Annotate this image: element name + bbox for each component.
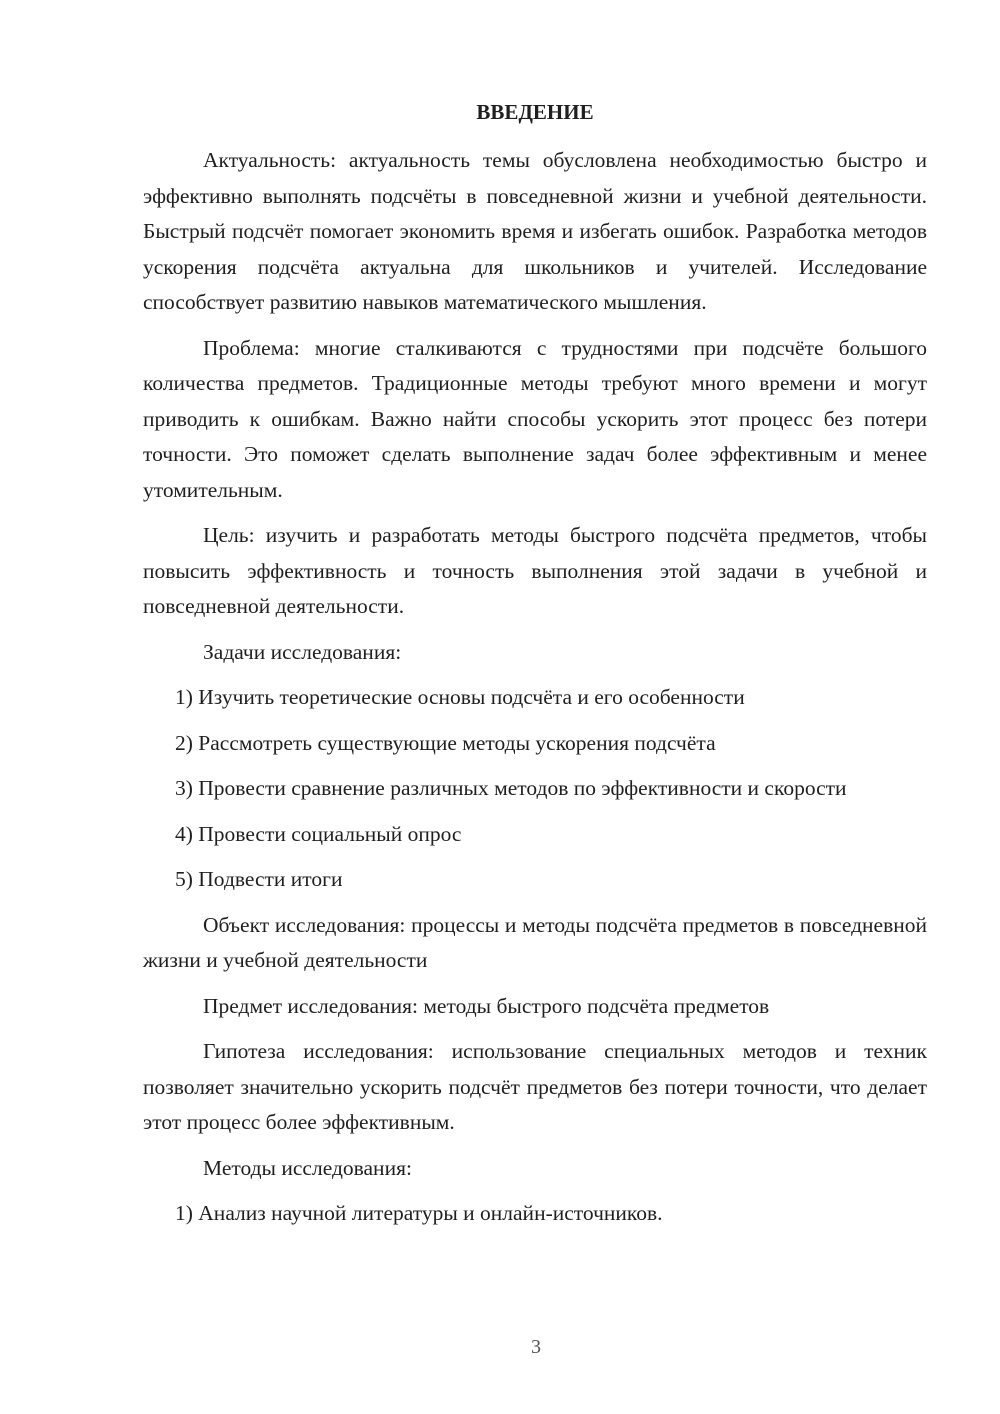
page-number: 3: [531, 1336, 541, 1358]
paragraph-relevance: Актуальность: актуальность темы обусловлена необходимостью быстро и эффективно выполнять подсчёты в повседневной жизни и учебной деятельности. Быстрый подсчёт помогает экономить время и избегать ошибок. Разработка методов ускорения подсчёта актуальна для школьников и учителей. Исследование способствует развитию навыков математического мышления.: [143, 148, 927, 314]
page-content: [143, 96, 927, 1232]
list-item: 5) Подвести итоги: [175, 867, 343, 891]
tasks-title: Задачи исследования:: [203, 639, 402, 664]
paragraph-problem: Проблема: многие сталкиваются с трудностями при подсчёте большого количества предметов. Традиционные методы требуют много времени и могут приводить к ошибкам. Важно найти способы ускорить этот процесс без потери точности. Это поможет сделать выполнение задач более эффективным и менее утомительным.: [143, 335, 927, 502]
paragraph-object: Объект исследования: процессы и методы подсчёта предметов в повседневной жизни и учебной деятельности: [143, 912, 927, 972]
paragraph-hypothesis: Гипотеза исследования: использование специальных методов и техник позволяет значительно ускорить подсчёт предметов без потери точности, что делает этот процесс более эффективным.: [143, 1039, 927, 1134]
list-item: 3) Провести сравнение различных методов по эффективности и скорости: [175, 776, 847, 800]
list-item: 2) Рассмотреть существующие методы ускорения подсчёта: [175, 730, 716, 755]
list-item: 4) Провести социальный опрос: [175, 821, 462, 846]
page-heading: ВВЕДЕНИЕ: [476, 100, 594, 124]
paragraph-goal: Цель: изучить и разработать методы быстрого подсчёта предметов, чтобы повысить эффективность и точность выполнения этой задачи в учебной и повседневной деятельности.: [143, 523, 927, 618]
methods-list: [143, 1196, 927, 1232]
methods-title: Методы исследования:: [203, 1155, 412, 1180]
list-item: 1) Изучить теоретические основы подсчёта и его особенности: [175, 685, 745, 709]
paragraph-subject: Предмет исследования: методы быстрого подсчёта предметов: [203, 993, 770, 1018]
list-item: 1) Анализ научной литературы и онлайн-источников.: [175, 1201, 663, 1225]
tasks-list: [143, 680, 927, 898]
